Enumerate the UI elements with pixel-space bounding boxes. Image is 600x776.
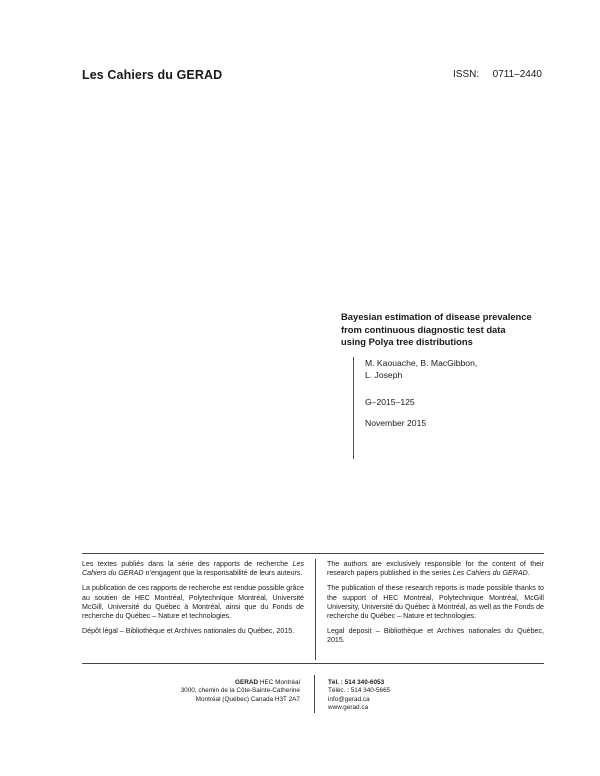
report-number: G–2015–125 <box>365 397 415 407</box>
phone-number: : 514 340-6053 <box>339 679 385 686</box>
org-host: HEC Montréal <box>258 679 300 686</box>
report-info <box>353 357 565 459</box>
website-link[interactable]: www.gerad.ca <box>328 704 369 712</box>
notice-en-paragraph-3: Legal deposit – Bibliothèque et Archives nationales du Québec, 2015. <box>327 627 544 645</box>
text: n’engagent que la responsabilité de leurs auteurs. <box>143 569 303 578</box>
notice-fr-paragraph-1 <box>82 560 304 578</box>
title-line: using Polya tree distributions <box>341 336 473 347</box>
city-line: Montréal (Québec) Canada H3T 2A7 <box>195 695 300 703</box>
street-line: 3000, chemin de la Côte-Sainte-Catherine <box>180 687 300 695</box>
series-name: Les Cahiers du GERAD <box>452 569 528 578</box>
issn: ISSN: 0711–2440 <box>453 69 542 80</box>
column-divider <box>315 559 316 660</box>
series-name: Les Cahiers du GERAD <box>82 560 304 578</box>
text: Les textes publiés dans la série des rapports de recherche <box>82 560 293 568</box>
series-title: Les Cahiers du GERAD <box>82 68 223 82</box>
title-line: from continuous diagnostic test data <box>341 323 506 335</box>
address-divider <box>314 675 315 713</box>
org-line <box>181 679 300 687</box>
text: . <box>527 569 530 578</box>
fax-line: Téléc. : 514 340-5665 <box>328 687 391 695</box>
text: The authors are exclusively responsible for the content of their research papers published in the series <box>327 560 544 578</box>
email-link[interactable]: info@gerad.ca <box>328 695 370 703</box>
authors-line: L. Joseph <box>365 369 403 380</box>
paper-title <box>341 311 551 349</box>
bottom-rule <box>82 663 544 664</box>
org-name: GERAD <box>234 679 259 686</box>
notice-en-paragraph-2: The publication of these research reports is made possible thanks to the support of HEC Montréal, Polytechnique Montréal, McGill University, Université du Québec à Montréal, as well as the Fonds de recherche du Québec – Nature et technologies. <box>327 584 544 621</box>
title-line: Bayesian estimation of disease prevalence <box>341 311 532 322</box>
notice-french <box>82 560 304 642</box>
notice-fr-paragraph-3: Dépôt légal – Bibliothèque et Archives nationales du Québec, 2015. <box>82 627 295 636</box>
authors <box>365 358 565 381</box>
contact-info <box>328 679 390 713</box>
notice-en-paragraph-1 <box>327 560 544 578</box>
postal-address <box>181 679 300 704</box>
top-rule <box>82 553 544 554</box>
report-date: November 2015 <box>365 417 427 428</box>
authors-line: M. Kaouache, B. MacGibbon, <box>365 358 478 368</box>
notice-fr-paragraph-2: La publication de ces rapports de recherche est rendue possible grâce au soutien de HEC Montréal, Polytechnique Montréal, Université McGill, Université du Québec à Montréal, ainsi que du Fonds de recherche du Québec – Nature et technologies. <box>82 584 304 621</box>
phone-line <box>328 679 390 687</box>
phone-label: Tél. <box>328 679 340 686</box>
notice-english <box>327 560 544 652</box>
